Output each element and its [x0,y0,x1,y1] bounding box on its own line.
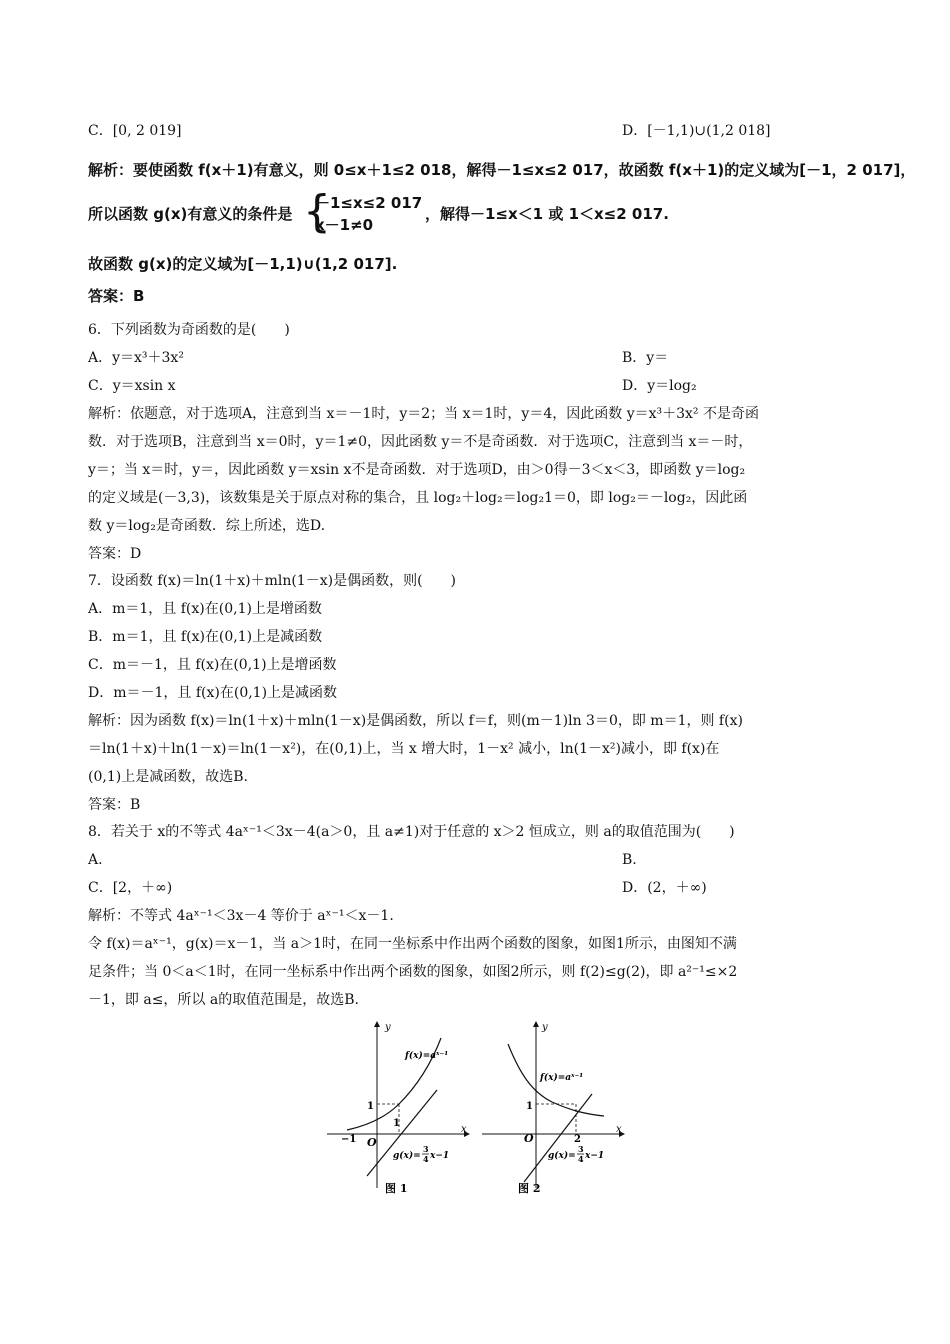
solution-q6-line5: 数 y＝log₂是奇函数．综上所述，选D. [88,518,326,534]
g-fraction-den: 4 [578,1154,584,1164]
tick-y-1: 1 [367,1101,374,1112]
f-label: f(x)=aˣ⁻¹ [540,1073,584,1083]
solution-q8-line1: 解析：不等式 4aˣ⁻¹＜3x－4 等价于 aˣ⁻¹＜x－1. [88,908,394,924]
solution-q5-line2-prefix: 所以函数 g(x)有意义的条件是 [88,205,293,223]
option-d-q8: D．(2，＋∞) [622,880,707,896]
g-label-prefix: g(x)= [548,1151,576,1161]
solution-q6-line3: y＝；当 x＝时，y＝，因此函数 y＝xsin x不是奇函数．对于选项D，由＞0得－3＜x＜3，即函数 y＝log₂ [88,462,746,478]
figure-2 [480,1018,630,1200]
option-a-q6: A．y＝x³＋3x² [88,350,184,366]
solution-q7-line2: ＝ln(1＋x)＋ln(1－x)＝ln(1－x²)，在(0,1)上，当 x 增大时，1－x² 减小，ln(1－x²)减小，即 f(x)在 [88,741,720,757]
g-fraction-num: 3 [578,1144,584,1154]
solution-q8-line4: －1，即 a≤，所以 a的取值范围是，故选B. [88,992,359,1008]
answer-q5: 答案：B [88,287,145,305]
inequality-system [303,186,423,238]
system-row-2: x－1≠0 [315,216,374,234]
option-d-q7: D．m＝－1，且 f(x)在(0,1)上是减函数 [88,685,338,701]
g-label-prefix: g(x)= [393,1151,421,1161]
answer-q7: 答案：B [88,797,141,813]
figure-caption: 图 1 [385,1182,408,1195]
option-d-q5: D．[－1,1)∪(1,2 018] [622,123,771,139]
solution-q5-line2-suffix: ，解得－1≤x＜1 或 1＜x≤2 017. [425,205,669,223]
option-c-q5: C．[0, 2 019] [88,123,182,139]
solution-q5-line3: 故函数 g(x)的定义域为[－1,1)∪(1,2 017]. [88,255,398,273]
solution-q8-line2: 令 f(x)＝aˣ⁻¹，g(x)＝x－1，当 a＞1时，在同一坐标系中作出两个函数的图象，如图1所示，由图知不满 [88,936,737,952]
option-a-q8: A. [88,852,103,868]
f-label: f(x)=aˣ⁻¹ [405,1051,449,1061]
option-b-q6: B．y＝ [622,350,669,366]
y-axis-label: y [542,1022,548,1033]
tick-y-1: 1 [526,1101,533,1112]
option-d-q6: D．y＝log₂ [622,378,697,394]
tick-x-minus1: −1 [341,1134,357,1145]
tick-x-2: 2 [574,1134,581,1145]
solution-q6-line4: 的定义域是(－3,3)，该数集是关于原点对称的集合，且 log₂＋log₂＝log₂1＝0，即 log₂＝－log₂，因此函 [88,490,748,506]
g-label-suffix: x−1 [430,1151,450,1161]
option-c-q7: C．m＝－1，且 f(x)在(0,1)上是增函数 [88,657,337,673]
option-c-q6: C．y＝xsin x [88,378,176,394]
origin-label: O [367,1136,377,1149]
solution-q5-line1: 解析：要使函数 f(x＋1)有意义，则 0≤x＋1≤2 018，解得－1≤x≤2 017，故函数 f(x＋1)的定义域为[－1，2 017]， [88,161,916,179]
system-row-1: －1≤x≤2 017 [315,194,423,212]
question-7: 7．设函数 f(x)＝ln(1＋x)＋mln(1－x)是偶函数，则( ) [88,573,456,589]
figure-1 [325,1018,475,1200]
g-fraction-num: 3 [423,1144,429,1154]
tick-x-1: 1 [393,1118,400,1129]
option-c-q8: C．[2，＋∞) [88,880,173,896]
question-8: 8．若关于 x的不等式 4aˣ⁻¹＜3x－4(a＞0，且 a≠1)对于任意的 x＞2 恒成立，则 a的取值范围为( ) [88,824,735,840]
x-axis-label: x [616,1124,622,1135]
origin-label: O [524,1132,534,1145]
solution-q6-line2: 数．对于选项B，注意到当 x＝0时，y＝1≠0，因此函数 y＝不是奇函数．对于选项C，注意到当 x＝－时， [88,434,753,450]
solution-q7-line3: (0,1)上是减函数，故选B. [88,769,248,785]
option-b-q8: B. [622,852,637,868]
option-b-q7: B．m＝1，且 f(x)在(0,1)上是减函数 [88,629,323,645]
answer-q6: 答案：D [88,546,142,562]
solution-q8-line3: 足条件；当 0＜a＜1时，在同一坐标系中作出两个函数的图象，如图2所示，则 f(2)≤g(2)，即 a²⁻¹≤×2 [88,964,738,980]
y-axis-label: y [385,1022,391,1033]
question-6: 6．下列函数为奇函数的是( ) [88,322,290,338]
solution-q7-line1: 解析：因为函数 f(x)＝ln(1＋x)＋mln(1－x)是偶函数，所以 f＝f，则(m－1)ln 3＝0，即 m＝1，则 f(x) [88,713,743,729]
figure-caption: 图 2 [518,1182,541,1195]
option-a-q7: A．m＝1，且 f(x)在(0,1)上是增函数 [88,601,322,617]
x-axis-label: x [461,1124,467,1135]
left-brace: { [303,186,331,237]
line-g [524,1094,592,1182]
solution-q6-line1: 解析：依题意，对于选项A，注意到当 x＝－1时，y＝2；当 x＝1时，y＝4，因此函数 y＝x³＋3x² 不是奇函 [88,406,759,422]
g-fraction-den: 4 [423,1154,429,1164]
g-label-suffix: x−1 [585,1151,605,1161]
